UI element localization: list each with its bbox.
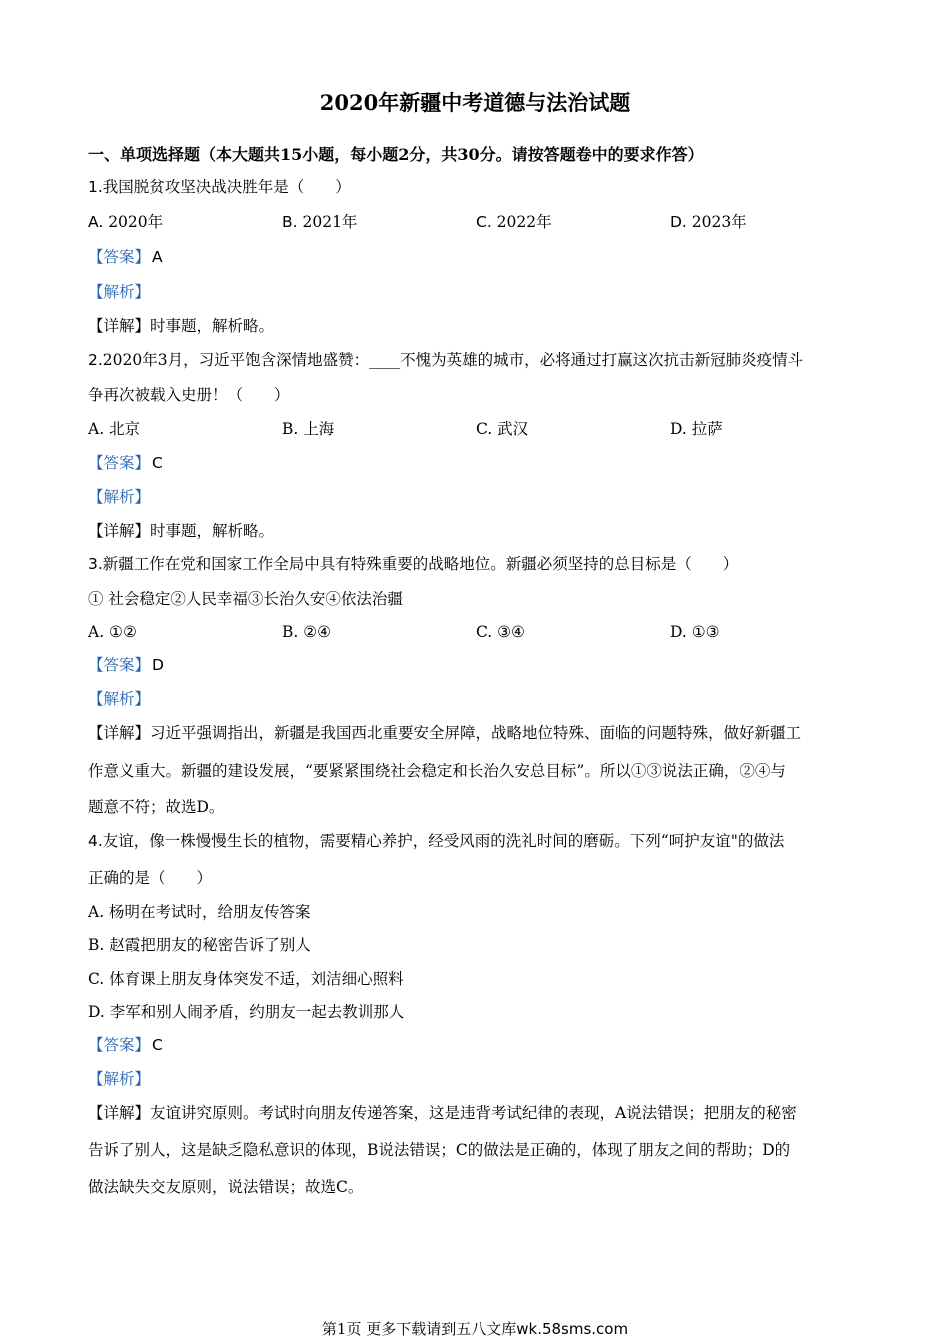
- question-2-option-a: [88, 417, 140, 441]
- question-3-items: ① 社会稳定②人民幸福③长治久安④依法治疆: [88, 590, 403, 608]
- option-label: D.: [670, 623, 687, 641]
- question-2-option-c: [476, 417, 528, 441]
- question-1-option-b: [282, 210, 357, 234]
- option-label: C.: [476, 623, 493, 641]
- option-label: D.: [670, 420, 687, 438]
- question-text: 新疆工作在党和国家工作全局中具有特殊重要的战略地位。新疆必须坚持的总目标是（ ）: [102, 555, 739, 573]
- detail-label: 【详解】: [88, 317, 151, 335]
- analysis-label: 【解析】: [88, 690, 151, 708]
- detail-label: 【详解】: [88, 724, 151, 742]
- option-label: B.: [88, 936, 105, 954]
- detail-text: 友谊讲究原则。考试时向朋友传递答案，这是违背考试纪律的表现，A说法错误；把朋友的秘密: [150, 1104, 797, 1122]
- analysis-label: 【解析】: [88, 488, 151, 506]
- question-4-answer: [88, 1033, 868, 1057]
- question-1-analysis: [88, 280, 868, 304]
- question-4-option-d: [88, 1000, 404, 1024]
- option-label: A.: [88, 213, 104, 231]
- question-1-detail: [88, 314, 868, 338]
- question-4-option-a: [88, 900, 311, 924]
- detail-text: 习近平强调指出，新疆是我国西北重要安全屏障，战略地位特殊、面临的问题特殊，做好新疆工: [150, 724, 802, 742]
- question-2-answer: [88, 451, 868, 475]
- option-text: ③④: [492, 623, 525, 641]
- question-text: 2020年3月，习近平饱含深情地盛赞：____不愧为英雄的城市，必将通过打赢这次抗击新冠肺炎疫情斗: [102, 351, 804, 369]
- option-text: 上海: [298, 420, 335, 438]
- analysis-label: 【解析】: [88, 283, 151, 301]
- option-label: D.: [670, 213, 687, 231]
- answer-label: 【答案】: [88, 248, 151, 266]
- question-number: 3.: [88, 555, 103, 573]
- section-heading: 一、单项选择题（本大题共15小题，每小题2分，共30分。请按答题卷中的要求作答）: [88, 145, 704, 164]
- option-text: ①③: [686, 623, 720, 641]
- question-2-stem: [88, 348, 868, 372]
- option-label: C.: [476, 213, 492, 231]
- question-number: 2.: [88, 351, 103, 369]
- answer-label: 【答案】: [88, 1036, 151, 1054]
- page-footer: [0, 1318, 950, 1340]
- option-label: B.: [282, 623, 299, 641]
- question-1-option-a: [88, 210, 163, 234]
- page-number: 第1页: [321, 1320, 362, 1338]
- answer-value: C: [152, 1036, 163, 1054]
- option-text: 武汉: [492, 420, 529, 438]
- detail-label: 【详解】: [88, 522, 151, 540]
- question-3-detail-line3: 题意不符；故选D。: [88, 798, 225, 816]
- question-3-option-b: [282, 620, 331, 644]
- option-text: ①②: [104, 623, 137, 641]
- question-3-detail-line2: 作意义重大。新疆的建设发展，“要紧紧围绕社会稳定和长治久安总目标”。所以①③说法正确，②④与: [88, 762, 786, 780]
- question-4-detail-line2: 告诉了别人，这是缺乏隐私意识的体现，B说法错误；C的做法是正确的，体现了朋友之间的帮助；D的: [88, 1141, 791, 1159]
- question-1-stem: [88, 175, 868, 199]
- detail-text: 时事题，解析略。: [150, 317, 275, 335]
- question-1-option-d: [670, 210, 747, 234]
- question-3-detail: [88, 721, 868, 745]
- question-4-option-b: [88, 933, 311, 957]
- question-4-detail-line3: 做法缺失交友原则，说法错误；故选C。: [88, 1178, 364, 1196]
- question-text: 我国脱贫攻坚决战决胜年是（ ）: [102, 178, 351, 196]
- page-title: 2020年新疆中考道德与法治试题: [319, 90, 631, 115]
- question-4-stem-continued: 正确的是（ ）: [88, 869, 213, 887]
- question-2-option-d: [670, 417, 723, 441]
- option-label: D.: [88, 1003, 105, 1021]
- footer-url-link[interactable]: wk.58sms.com: [516, 1320, 629, 1338]
- detail-label: 【详解】: [88, 1104, 151, 1122]
- footer-promo: 更多下载请到五八文库: [361, 1320, 517, 1338]
- option-text: 2022年: [491, 213, 552, 231]
- question-2-analysis: [88, 485, 868, 509]
- question-4-analysis: [88, 1067, 868, 1091]
- option-text: 李军和别人闹矛盾，约朋友一起去教训那人: [104, 1003, 405, 1021]
- answer-value: C: [152, 454, 163, 472]
- option-label: A.: [88, 420, 105, 438]
- question-2-option-b: [282, 417, 334, 441]
- question-number: 4.: [88, 832, 103, 850]
- option-text: 杨明在考试时，给朋友传答案: [104, 903, 311, 921]
- option-label: A.: [88, 623, 105, 641]
- option-text: 2020年: [103, 213, 164, 231]
- question-3-stem: [88, 552, 868, 576]
- option-label: B.: [282, 213, 298, 231]
- question-3-option-d: [670, 620, 720, 644]
- answer-label: 【答案】: [88, 656, 151, 674]
- question-4-detail: [88, 1101, 868, 1125]
- question-4-option-c: [88, 967, 404, 991]
- question-text: 友谊，像一株慢慢生长的植物，需要精心养护，经受风雨的洗礼时间的磨砺。下列“呵护友谊"的做法: [102, 832, 785, 850]
- option-label: C.: [88, 970, 105, 988]
- question-1-option-c: [476, 210, 552, 234]
- option-text: 北京: [104, 420, 141, 438]
- question-2-stem-continued: 争再次被载入史册！（ ）: [88, 386, 290, 404]
- answer-label: 【答案】: [88, 454, 151, 472]
- question-3-answer: [88, 653, 868, 677]
- question-3-option-c: [476, 620, 525, 644]
- answer-value: A: [152, 248, 163, 266]
- option-text: 赵霞把朋友的秘密告诉了别人: [104, 936, 311, 954]
- detail-text: 时事题，解析略。: [150, 522, 275, 540]
- option-label: A.: [88, 903, 105, 921]
- option-text: 2021年: [297, 213, 358, 231]
- option-label: B.: [282, 420, 299, 438]
- option-text: 2023年: [686, 213, 747, 231]
- answer-value: D: [152, 656, 164, 674]
- option-text: ②④: [298, 623, 332, 641]
- option-label: C.: [476, 420, 493, 438]
- option-text: 体育课上朋友身体突发不适，刘洁细心照料: [104, 970, 404, 988]
- option-text: 拉萨: [686, 420, 723, 438]
- question-number: 1.: [88, 178, 103, 196]
- question-2-detail: [88, 519, 868, 543]
- question-4-stem: [88, 829, 868, 853]
- analysis-label: 【解析】: [88, 1070, 151, 1088]
- question-3-option-a: [88, 620, 137, 644]
- question-1-answer: [88, 245, 868, 269]
- question-3-analysis: [88, 687, 868, 711]
